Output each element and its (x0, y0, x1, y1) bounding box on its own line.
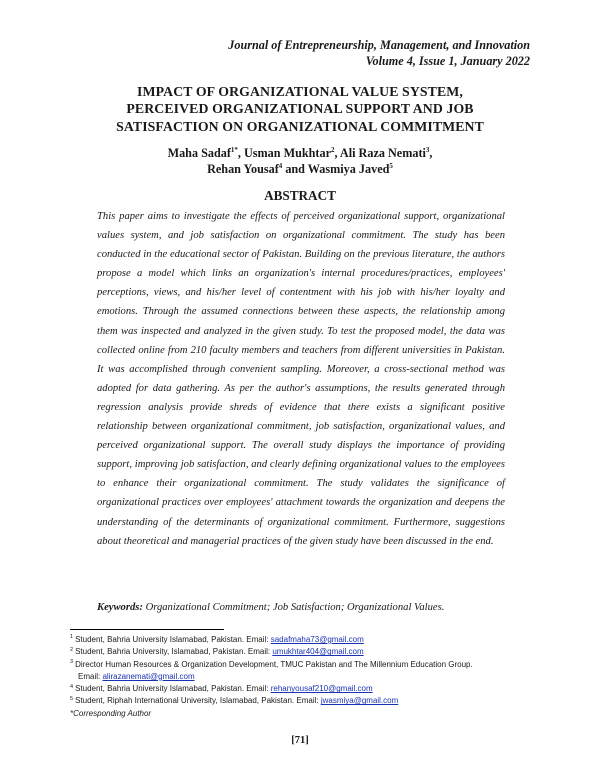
author-affiliation-mark: 3 (425, 145, 430, 154)
title-line: IMPACT OF ORGANIZATIONAL VALUE SYSTEM, (137, 84, 463, 99)
email-link[interactable]: sadafmaha73@gmail.com (270, 635, 364, 644)
paper-title (80, 83, 520, 135)
footnote-number: 3 (70, 658, 74, 665)
footnote-text: Student, Bahria University Islamabad, Pakistan. Email: (75, 684, 271, 694)
footnote (70, 695, 540, 707)
footnote-text: Email: (78, 671, 103, 681)
email-link[interactable]: umukhtar404@gmail.com (272, 647, 364, 657)
footnotes (70, 634, 540, 720)
author-affiliation-mark: 2 (331, 145, 335, 154)
author-conjunction: and (285, 162, 305, 176)
keywords (97, 601, 517, 615)
footnote (70, 634, 540, 646)
footnote-number: 2 (70, 646, 74, 653)
email-link[interactable]: rehanyousaf210@gmail.com (270, 684, 373, 694)
abstract-heading: ABSTRACT (264, 188, 336, 203)
corresponding-author-note (70, 708, 540, 720)
footnote (70, 683, 540, 695)
keywords-label: Keywords: (97, 602, 143, 613)
corresponding-mark: * (70, 708, 74, 718)
footnote-text: Student, Riphah International University, Islamabad, Pakistan. Email: (75, 696, 321, 706)
footnote (70, 659, 540, 684)
author-name: Wasmiya Javed (307, 162, 390, 176)
keywords-text: Organizational Commitment; Job Satisfaction; Organizational Values. (145, 602, 445, 613)
email-link[interactable]: jwasmiya@gmail.com (320, 696, 399, 706)
email-link[interactable]: alirazanemati@gmail.com (102, 671, 195, 681)
footnote (70, 646, 540, 658)
corresponding-text: Corresponding Author (73, 708, 152, 718)
footnote-text: Director Human Resources & Organization Development, TMUC Pakistan and The Millennium Education Group. (75, 659, 473, 669)
footnote-text: Student, Bahria University, Islamabad, Pakistan. Email: (75, 647, 273, 657)
abstract-body: This paper aims to investigate the effects of perceived organizational support, organizational values system, and job satisfaction on organizational commitment. The study has been conducted in the educational sector of Pakistan. Building on the previous literature, the authors propose a model which links an organization's internal procedures/practices, employees' perceptions, views, and his/her level of contentment with his job with his/her loyalty and emotions. Through the assumed connections between these aspects, the relationship among them was inspected and analyzed in the given study. To test the proposed model, the data was collected online from 210 faculty members and teachers from different universities in Pakistan. It was accomplished through convenient sampling. Moreover, a cross-sectional method was adopted for data gathering. As per the author's assumptions, the results generated through regression analysis provide shreds of evidence that there exists a significant positive relationship between organizational commitment, job satisfaction, organizational values, and perceived organizational support. The overall study displays the importance of providing support, improving job satisfaction, and clearly defining organizational values to the employees to enhance their organizational commitment. The study validates the significance of organizational practices over employees' attachment towards the organization and deepens the understanding of the determinants of organizational commitment. Furthermore, suggestions about theoretical and managerial practices of the given study have been discussed in the end. (97, 211, 505, 547)
author-affiliation-mark: 5 (389, 161, 393, 170)
title-line: PERCEIVED ORGANIZATIONAL SUPPORT AND JOB (126, 101, 474, 117)
footnote-number: 5 (70, 695, 74, 702)
footnote-text: Student, Bahria University Islamabad, Pakistan. Email: (75, 635, 271, 644)
author-affiliation-mark: 4 (278, 161, 283, 170)
journal-header (228, 37, 530, 69)
author-affiliation-mark: 1* (230, 145, 238, 154)
journal-name: Journal of Entrepreneurship, Management, and Innovation (228, 38, 530, 52)
footnote-divider (70, 629, 224, 630)
author-name: Maha Sadaf (167, 146, 231, 160)
author-line: Maha Sadaf$^{1*}$, Usman Mukhtar$^2$, Ali Raza Nemati$^3$, (167, 145, 433, 160)
journal-issue: Volume 4, Issue 1, January 2022 (365, 54, 530, 68)
footnote-number: 1 (70, 634, 74, 641)
author-line (80, 161, 520, 177)
author-name: Rehan Yousaf (207, 162, 279, 176)
author-name: Ali Raza Nemati (339, 146, 426, 160)
author-name: Usman Mukhtar (243, 146, 331, 160)
page-number: [71] (291, 735, 309, 746)
footnote-number: 4 (70, 683, 74, 690)
author-list (80, 145, 520, 177)
title-line: SATISFACTION ON ORGANIZATIONAL COMMITMENT (116, 118, 484, 134)
